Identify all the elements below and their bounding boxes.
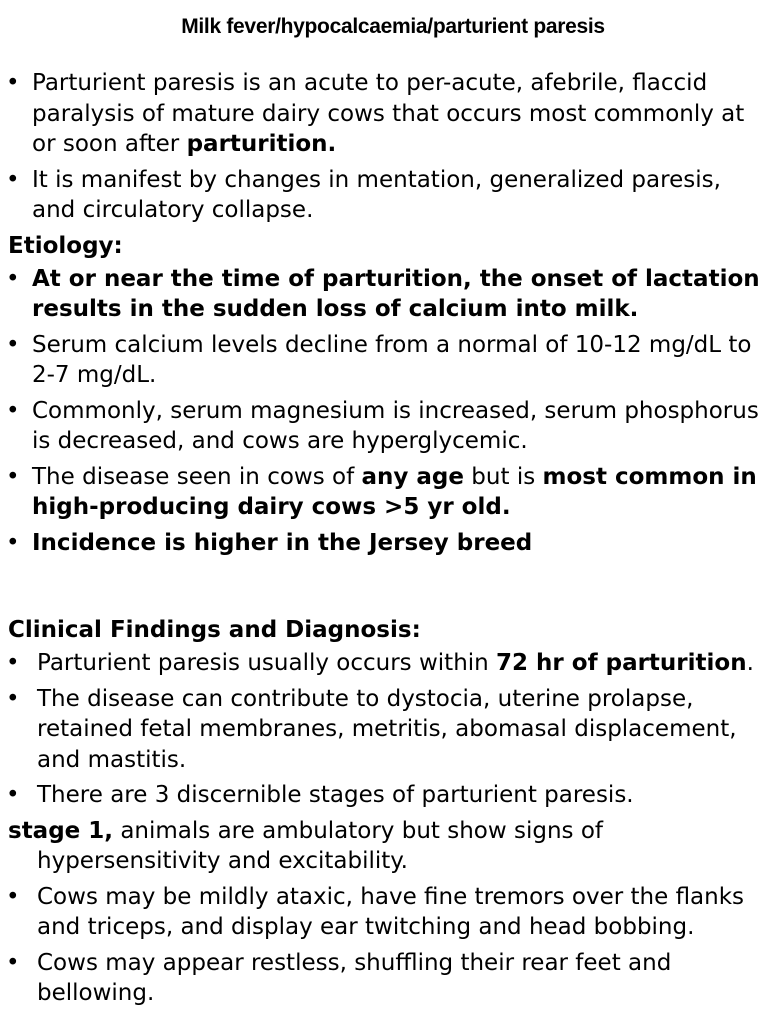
bullet-magnesium-phosphorus [0,396,768,457]
bullet-definition [0,68,768,160]
bullet-text: The disease seen in cows of [32,463,362,490]
slide-clinical-findings [0,615,768,1024]
bullet-icon: • [6,782,20,808]
bullet-text-bold: 72 hr of parturition [496,650,747,676]
bullet-serum-calcium [0,330,768,391]
document-title: Milk fever/hypocalcaemia/parturient paresis [181,15,605,38]
bullet-text: There are 3 discernible stages of parturient paresis. [37,782,634,808]
bullet-complications [0,684,768,776]
stage-1-label: stage 1, [8,817,114,844]
bullet-text: but is [464,463,543,490]
clinical-findings-heading: Clinical Findings and Diagnosis: [8,617,421,643]
slide-definition-etiology [0,68,768,576]
stage-1-text: animals are ambulatory but show signs of hypersensitivity and excitability. [37,817,603,874]
bullet-text: . [746,650,754,676]
bullet-text-bold: most common in high-producing dairy cows >5 yr old. [32,463,757,520]
bullet-icon: • [6,397,20,424]
bullet-text: Parturient paresis is an acute to per-acute, afebrile, flaccid paralysis of mature dairy cows that occurs most commonly at or soon after [32,70,745,157]
bullet-age [0,462,768,523]
bullet-text-bold: parturition. [186,131,337,157]
bullet-text: Cows may appear restless, shuffling their rear feet and bellowing. [37,949,672,1006]
bullet-icon: • [6,949,20,976]
bullet-icon: • [6,529,20,556]
bullet-text-bold: any age [361,463,464,490]
bullet-icon: • [6,331,20,358]
bullet-restless [0,948,768,1009]
bullet-etiology-calcium-loss [0,264,768,325]
bullet-text: It is manifest by changes in mentation, generalized paresis, and circulatory collapse. [32,166,721,223]
bullet-icon: • [6,883,20,910]
bullet-onset-timing [0,648,768,679]
bullet-text: Commonly, serum magnesium is increased, serum phosphorus is decreased, and cows are hyperglycemic. [32,397,759,454]
bullet-icon: • [6,685,20,712]
bullet-text: Serum calcium levels decline from a normal of 10-12 mg/dL to 2-7 mg/dL. [32,331,752,388]
stage-1-paragraph [0,816,768,877]
bullet-icon: • [6,463,20,490]
bullet-text: Parturient paresis usually occurs within [37,650,497,676]
bullet-icon: • [6,265,20,292]
bullet-jersey-breed [0,528,768,559]
bullet-text-bold: Incidence is higher in the Jersey breed [32,529,533,556]
bullet-ataxia [0,882,768,943]
etiology-heading: Etiology: [8,232,123,259]
bullet-stages [0,780,768,811]
bullet-icon: • [6,70,20,96]
bullet-icon: • [6,166,20,193]
bullet-text-bold: At or near the time of parturition, the onset of lactation results in the sudden loss of calcium into milk. [32,265,760,322]
bullet-text: The disease can contribute to dystocia, uterine prolapse, retained fetal membranes, metritis, abomasal displacement, and mastitis. [37,685,737,773]
bullet-manifestation [0,165,768,226]
bullet-icon: • [6,650,20,676]
bullet-text: Cows may be mildly ataxic, have fine tremors over the flanks and triceps, and display ear twitching and head bobbing. [37,883,745,940]
